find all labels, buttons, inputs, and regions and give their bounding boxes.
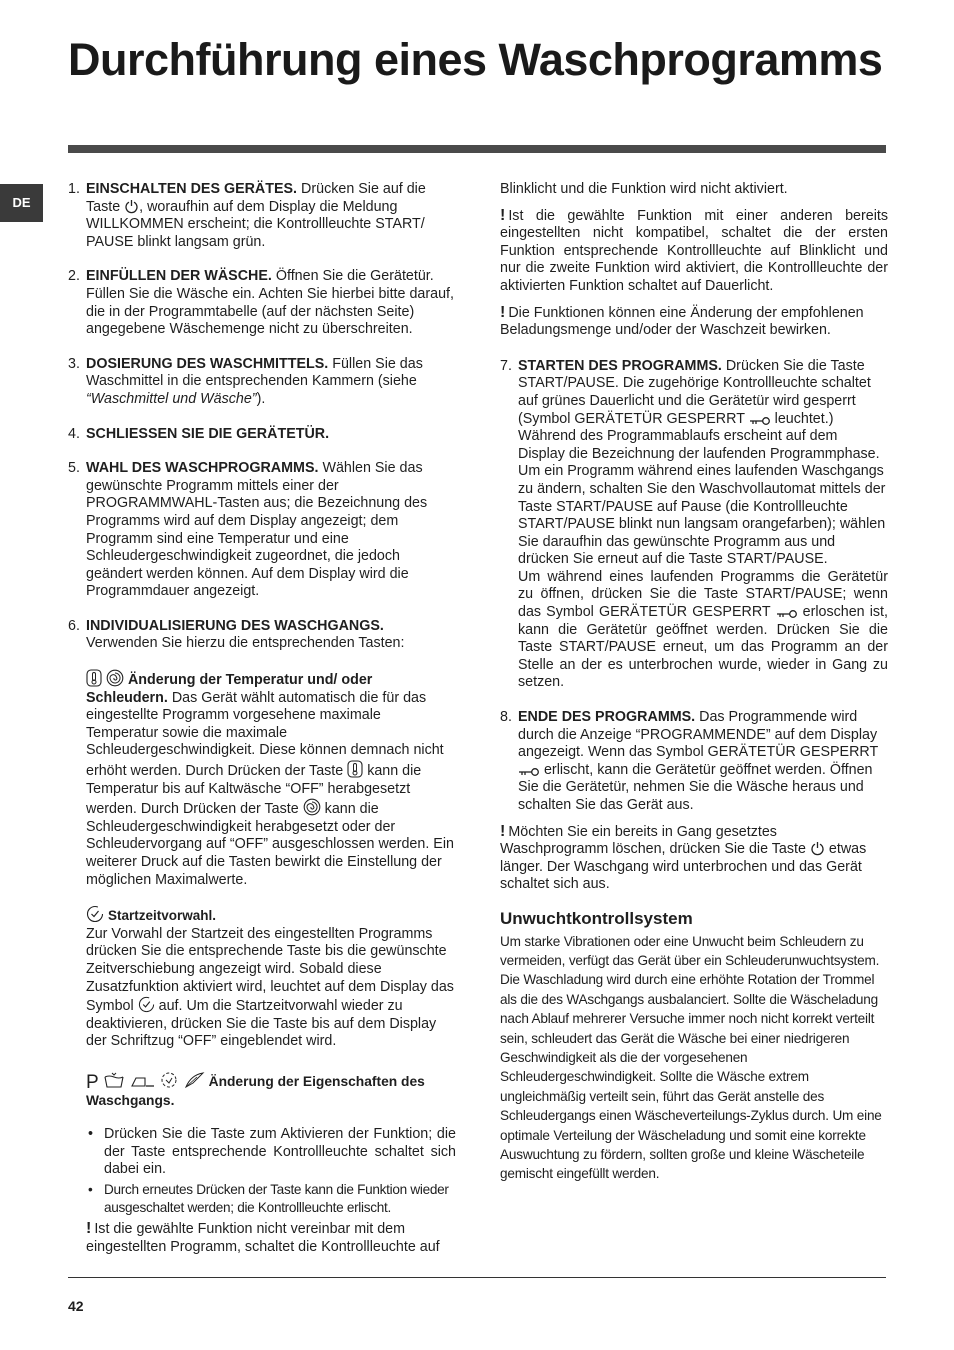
step-4 xyxy=(68,426,456,444)
step-number: 7. xyxy=(500,357,512,374)
step-1 xyxy=(68,181,456,251)
step-text-end: ). xyxy=(256,390,266,407)
step-2 xyxy=(68,268,456,338)
temperature-spin-section xyxy=(86,669,456,889)
step-text: Das Programmende wird durch die Anzeige “PROGRAMMENDE” auf dem Display angezeigt. Wenn das Symbol GERÄTETÜR GESPERRT xyxy=(518,709,878,761)
step-heading: SCHLIESSEN SIE DIE GERÄTETÜR. xyxy=(86,425,330,442)
warning-text: Ist die gewählte Funktion nicht vereinbar mit dem eingestellten Programm, schaltet die Kontrollleuchte auf xyxy=(86,1221,440,1255)
delay-heading: Startzeitvorwahl. xyxy=(107,908,217,924)
step-number: 6. xyxy=(68,617,80,634)
delay-timer-icon xyxy=(138,996,155,1013)
list-item: • Durch erneutes Drücken der Taste kann die Funktion wieder ausgeschaltet werden; die Kontrollleuchte erlischt. xyxy=(86,1181,456,1216)
power-icon xyxy=(810,841,825,856)
temperature-icon xyxy=(347,760,363,778)
step-text: Drücken Sie die Taste START/PAUSE. Die zugehörige Kontrollleuchte schaltet auf grünes Dauerlicht und die Gerätetür wird gesperrt (Symbol GERÄTETÜR GESPERRT xyxy=(518,357,871,427)
list-item: • Drücken Sie die Taste zum Aktivieren der Funktion; die der Taste entsprechende Kontrollleuchte schaltet sich dabei ein. xyxy=(86,1126,456,1179)
step-heading: STARTEN DES PROGRAMMS. xyxy=(518,357,722,374)
step-number: 4. xyxy=(68,425,80,442)
step-number: 1. xyxy=(68,181,80,197)
title-rule xyxy=(68,145,886,153)
warning-note xyxy=(86,1220,456,1256)
delay-timer-icon xyxy=(86,905,104,923)
hand-wash-icon xyxy=(159,1071,179,1089)
warning-note xyxy=(500,304,888,340)
step-heading: ENDE DES PROGRAMMS. xyxy=(518,709,696,726)
step-8 xyxy=(500,709,888,815)
reference-link-text: “Waschmittel und Wäsche” xyxy=(86,390,257,407)
spin-icon xyxy=(106,669,124,687)
feather-light-icon xyxy=(183,1071,205,1089)
temp-spin-text: kann die Temperatur bis auf Kaltwäsche “OFF” herabgesetzt werden. Durch Drücken der Taste xyxy=(86,763,422,818)
step-text: Verwenden Sie hierzu die entsprechenden Tasten: xyxy=(86,635,405,652)
warning-text: Möchten Sie ein bereits in Gang gesetztes Waschprogramm löschen, drücken Sie die Taste xyxy=(500,823,806,858)
warning-note xyxy=(500,823,888,894)
door-lock-key-icon xyxy=(749,416,771,426)
step-heading: INDIVIDUALISIERUNG DES WASCHGANGS. xyxy=(86,617,384,634)
warning-icon: ! xyxy=(86,1220,92,1238)
page-number: 42 xyxy=(68,1298,84,1314)
step-text: Um während eines laufenden Programms die Gerätetür zu öffnen, drücken Sie die Taste START/PAUSE; wenn das Symbol GERÄTETÜR GESPERRT xyxy=(518,568,888,621)
unbalance-text: Um starke Vibrationen oder eine Unwucht beim Schleudern zu vermeiden, verfügt das Gerät über ein Schleuderunwuchtsystem. Die Waschladung wird durch eine erhöhte Rotation der Trommel als die des WAschgangs ausbalanciert. Sollte die Wäscheladung nach Ablauf mehrerer Versuche immer noch nicht korrekt verteilt sein, schleudert das Gerät die Wäsche bei einer niedrigeren Geschwindigkeit als die der vorgesehenen Schleudergeschwindigkeit. Sollte die Wäsche extrem ungleichmäßig verteilt sein, führt das Gerät anstelle des Schleudergangs einen Wäscheverteilungs-Zyklus durch. Um eine optimale Verteilung der Wäscheladung und somit eine korrekte Auswuchtung zu fördern, sollten große und kleine Wäscheteile gemischt eingefüllt werden. xyxy=(500,933,882,1182)
spin-icon xyxy=(303,798,321,816)
step-text: Füllen Sie das Waschmittel in die entsprechenden Kammern (siehe xyxy=(86,355,423,390)
door-lock-key-icon xyxy=(518,767,540,777)
prewash-icon xyxy=(103,1071,125,1089)
step-text: leuchtet.) Während des Programmablaufs erscheint auf dem Display die Bezeichnung der laufenden Programmphase. Um ein Programm während eines laufenden Waschgangs zu ändern, schalten Sie den Waschvollautomat mittels der Taste START/PAUSE auf Pause (die Kontrollleuchte START/PAUSE blinkt nun langsam orangefarben); wählen Sie daraufhin das gewünschte Programm aus und drücken Sie erneut auf die Taste START/PAUSE. xyxy=(518,410,886,568)
step-text: Öffnen Sie die Gerätetür. Füllen Sie die Wäsche ein. Achten Sie hierbei bitte darauf, die in der Programmtabelle (auf der nächsten Seite) angegebene Wäschemenge nicht zu überschreiten. xyxy=(86,268,454,338)
warning-icon: ! xyxy=(500,822,506,840)
page-title: Durchführung eines Waschprogramms xyxy=(68,34,883,85)
step-number: 5. xyxy=(68,460,80,477)
warning-text: Die Funktionen können eine Änderung der empfohlenen Beladungsmenge und/oder der Waschzeit bewirken. xyxy=(500,304,864,339)
step-heading: EINSCHALTEN DES GERÄTES. xyxy=(86,181,298,197)
step-text: erlischt, kann die Gerätetür geöffnet werden. Öffnen Sie die Gerätetür, nehmen Sie die Wäsche heraus und schalten Sie das Gerät aus. xyxy=(518,761,873,813)
step-heading: WAHL DES WASCHPROGRAMMS. xyxy=(86,460,319,477)
step-number: 3. xyxy=(68,355,80,372)
options-section xyxy=(86,1071,456,1256)
temperature-icon xyxy=(86,669,102,687)
temp-spin-text: kann die Schleudergeschwindigkeit herabgesetzt oder der Schleudervorgang auf “OFF” ausgeschlossen werden. Ein weiterer Druck auf die Tasten bewirkt die Einstellung der möglichen Maximalwerte. xyxy=(86,801,454,888)
door-lock-key-icon xyxy=(776,609,798,619)
step-text: , woraufhin auf dem Display die Meldung WILLKOMMEN erscheint; die Kontrollleuchte START/ PAUSE blinkt langsam grün. xyxy=(86,198,425,250)
warning-continued: Blinklicht und die Funktion wird nicht aktiviert. xyxy=(500,181,788,197)
step-heading: DOSIERUNG DES WASCHMITTELS. xyxy=(86,355,329,372)
step-number: 8. xyxy=(500,709,512,726)
step-text: erloschen ist, kann die Gerätetür geöffnet werden. Drücken Sie die Taste START/PAUSE erneut, um das Programm an der Stelle an der es unterbrochen wurde, wieder in Gang zu setzen. xyxy=(518,604,888,691)
warning-icon: ! xyxy=(500,206,506,224)
warning-icon: ! xyxy=(500,303,506,321)
temp-spin-text: Das Gerät wählt automatisch die für das eingestellte Programm vorgesehene maximale Temperatur sowie die maximale Schleudergeschwindigkeit. Diese können demnach nicht erhöht werden. Durch Drücken der Taste xyxy=(86,689,444,780)
step-number: 2. xyxy=(68,268,80,285)
language-tab: DE xyxy=(0,184,43,222)
step-text: Drücken Sie auf die Taste xyxy=(86,181,426,215)
options-heading: Änderung der Eigenschaften des Waschgangs. xyxy=(86,1073,425,1108)
warning-text: etwas länger. Der Waschgang wird unterbrochen und das Gerät schaltet sich aus. xyxy=(500,841,867,893)
delay-text: Zur Vorwahl der Startzeit des eingestellten Programms drücken Sie die entsprechende Taste bis die gewünschte Zeitverschiebung angezeigt wird. Sobald diese Zusatzfunktion aktiviert wird, leuchtet auf dem Display das Symbol xyxy=(86,925,454,1015)
section-title: Unwuchtkontrollsystem xyxy=(500,908,693,928)
step-7 xyxy=(500,358,888,692)
program-p-icon: P xyxy=(86,1071,99,1093)
step-6 xyxy=(68,618,456,1256)
warning-note xyxy=(500,207,888,296)
delay-text: auf. Um die Startzeitvorwahl wieder zu deaktivieren, drücken Sie die Taste bis auf dem Display der Schriftzug “OFF” eingeblendet wird. xyxy=(86,998,437,1050)
left-column xyxy=(68,181,456,1262)
temp-spin-heading: Änderung der Temperatur und/ oder Schleudern. xyxy=(86,672,373,706)
power-icon xyxy=(124,199,139,214)
step-heading: EINFÜLLEN DER WÄSCHE. xyxy=(86,268,272,285)
right-column xyxy=(500,181,888,1184)
iron-icon xyxy=(129,1075,155,1089)
options-bullet-list xyxy=(86,1126,456,1216)
warning-text: Ist die gewählte Funktion mit einer anderen bereits eingestellten nicht kompatibel, schaltet die der ersten Funktion entsprechende Kontrollleuchte auf Blinklicht und nur die zweite Funktion wird aktiviert, die Kontrollleuchte der aktivierten Funktion schaltet auf Dauerlicht. xyxy=(500,207,888,294)
step-3 xyxy=(68,356,456,409)
step-5 xyxy=(68,460,456,601)
step-text: Wählen Sie das gewünschte Programm mittels einer der PROGRAMMWAHL-Tasten aus; die Bezeichnung des Programms wird auf dem Display angezeigt; dem Programm sind eine Temperatur und eine Schleudergeschwindigkeit zugeordnet, die jedoch geändert werden können. Auf dem Display wird die Programmdauer angezeigt. xyxy=(86,460,428,600)
footer-rule xyxy=(68,1277,886,1278)
delay-start-section xyxy=(86,905,456,1051)
